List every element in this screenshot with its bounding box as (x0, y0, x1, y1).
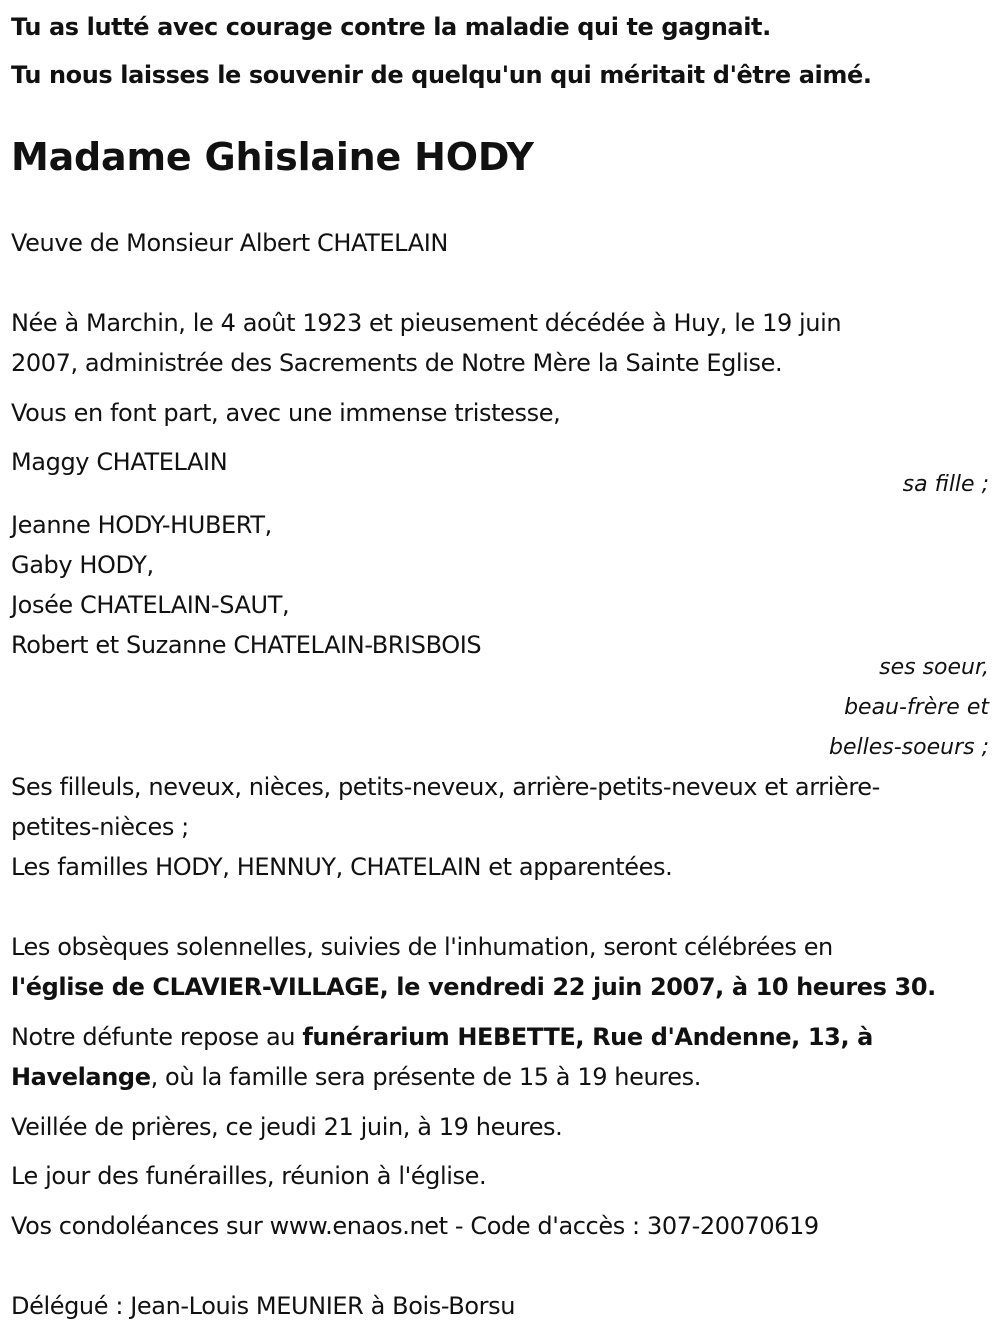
extended-family-line-1: Ses filleuls, neveux, nièces, petits-neveux, arrière-petits-neveux et arrière- (11, 773, 880, 801)
funerarium-address: funérarium HEBETTE, Rue d'Andenne, 13, à (302, 1023, 873, 1051)
birth-death-line-2: 2007, administrée des Sacrements de Notre Mère la Sainte Eglise. (11, 349, 783, 377)
condolences-line: Vos condoléances sur www.enaos.net - Code d'accès : 307-20070619 (11, 1212, 819, 1240)
rests-line-1 (11, 1022, 873, 1052)
funerarium-town: Havelange (11, 1063, 151, 1091)
families-line: Les familles HODY, HENNUY, CHATELAIN et apparentées. (11, 853, 673, 881)
widow-of: Veuve de Monsieur Albert CHATELAIN (11, 229, 448, 257)
vigil-line: Veillée de prières, ce jeudi 21 juin, à 19 heures. (11, 1113, 563, 1141)
epitaph-line-2: Tu nous laisses le souvenir de quelqu'un qui méritait d'être aimé. (11, 61, 872, 89)
siblings-relation: beau-frère et (844, 695, 989, 720)
funeral-line-2: l'église de CLAVIER-VILLAGE, le vendredi 22 juin 2007, à 10 heures 30. (11, 973, 936, 1001)
visiting-hours: , où la famille sera présente de 15 à 19 heures. (150, 1063, 701, 1091)
meeting-line: Le jour des funérailles, réunion à l'église. (11, 1162, 487, 1190)
delegate-line: Délégué : Jean-Louis MEUNIER à Bois-Borsu (11, 1292, 516, 1320)
sibling-name: Josée CHATELAIN-SAUT, (11, 591, 290, 619)
deceased-name: Madame Ghislaine HODY (11, 135, 534, 179)
siblings-relation: belles-soeurs ; (829, 735, 989, 760)
sibling-name: Jeanne HODY-HUBERT, (11, 511, 272, 539)
daughter-relation: sa fille ; (902, 472, 989, 497)
siblings-relation: ses soeur, (879, 655, 989, 680)
daughter-name: Maggy CHATELAIN (11, 448, 228, 476)
epitaph-line-1: Tu as lutté avec courage contre la maladie qui te gagnait. (11, 13, 771, 41)
sibling-name: Gaby HODY, (11, 551, 154, 579)
birth-death-line-1: Née à Marchin, le 4 août 1923 et pieusement décédée à Huy, le 19 juin (11, 309, 842, 337)
announcement-intro: Vous en font part, avec une immense tristesse, (11, 399, 561, 427)
rests-text: Notre défunte repose au (11, 1023, 303, 1051)
sibling-name: Robert et Suzanne CHATELAIN-BRISBOIS (11, 631, 482, 659)
funeral-line-1: Les obsèques solennelles, suivies de l'inhumation, seront célébrées en (11, 933, 833, 961)
extended-family-line-2: petites-nièces ; (11, 813, 189, 841)
rests-line-2 (11, 1062, 701, 1092)
